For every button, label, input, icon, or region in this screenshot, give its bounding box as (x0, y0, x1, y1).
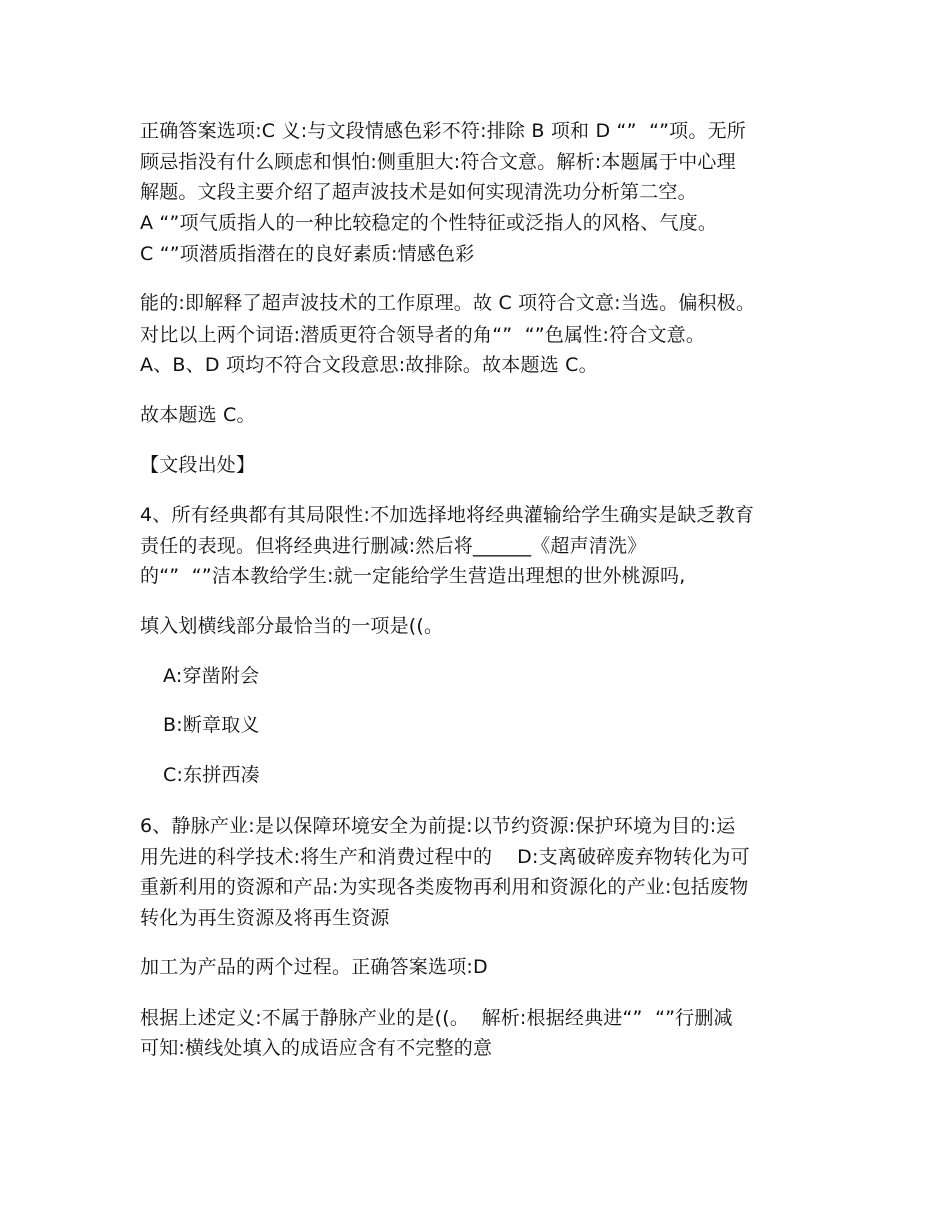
question-4-line: 的“” “”洁本教给学生:就一定能给学生营造出理想的世外桃源吗, (140, 565, 686, 587)
question-6-line: 用先进的科学技术:将生产和消费过程中的 D:支离破碎废弃物转化为可 (140, 846, 750, 868)
question-prompt: 填入划横线部分最恰当的一项是((。 (140, 615, 444, 637)
question-6-line: 6、静脉产业:是以保障环境安全为前提:以节约资源:保护环境为目的:运 (140, 815, 736, 837)
text-line-conclusion: 故本题选 C。 (140, 404, 256, 426)
section-heading-source: 【文段出处】 (140, 454, 256, 476)
text-line: A、B、D 项均不符合文段意思:故排除。故本题选 C。 (140, 354, 598, 376)
text-line: 能的:即解释了超声波技术的工作原理。故 C 项符合文意:当选。偏积极。 (140, 292, 756, 314)
question-4-line: 4、所有经典都有其局限性:不加选择地将经典灌输给学生确实是缺乏教育 (140, 504, 755, 526)
text-line: 对比以上两个词语:潜质更符合领导者的角“” “”色属性:符合文意。 (140, 324, 706, 346)
option-b: B:断章取义 (163, 714, 260, 736)
text-line: A “”项气质指人的一种比较稳定的个性特征或泛指人的风格、气度。 (140, 212, 718, 234)
text-line: 顾忌指没有什么顾虑和惧怕:侧重胆大:符合文意。解析:本题属于中心理 (140, 151, 736, 173)
text-line: C “”项潜质指潜在的良好素质:情感色彩 (140, 243, 475, 265)
question-6-line: 重新利用的资源和产品:为实现各类废物再利用和资源化的产业:包括废物 (140, 876, 749, 898)
text-line: 可知:横线处填入的成语应含有不完整的意 (140, 1037, 493, 1059)
text-line-answer-intro: 正确答案选项:C 义:与文段情感色彩不符:排除 B 项和 D “” “”项。无所 (140, 120, 746, 142)
question-4-line: 责任的表现。但将经典进行删减:然后将______《超声清洗》 (140, 535, 647, 557)
option-a: A:穿凿附会 (163, 665, 260, 687)
option-c: C:东拼西凑 (163, 764, 260, 786)
question-6-line: 转化为再生资源及将再生资源 (140, 907, 390, 929)
text-line: 解题。文段主要介绍了超声波技术是如何实现清洗功分析第二空。 (140, 181, 697, 203)
text-line: 根据上述定义:不属于静脉产业的是((。 解析:根据经典进“” “”行删减 (140, 1007, 733, 1029)
text-line-answer: 加工为产品的两个过程。正确答案选项:D (140, 956, 488, 978)
